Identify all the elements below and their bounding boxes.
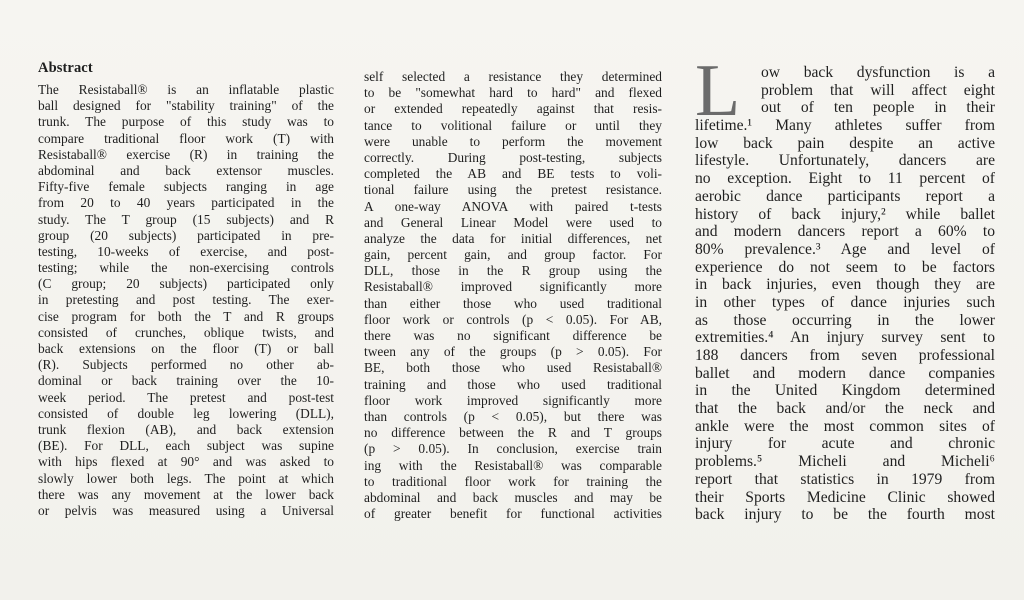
text-line: cise program for both the T and R groups	[38, 308, 334, 324]
text-line: their Sports Medicine Clinic showed	[695, 488, 995, 506]
abstract-text-2	[364, 69, 662, 522]
text-line: analyze the data for initial differences, net	[364, 230, 662, 246]
body-text	[695, 64, 995, 524]
text-line: were unable to perform the movement	[364, 133, 662, 149]
text-line: week period. The pretest and post-test	[38, 389, 334, 405]
text-line: of greater benefit for functional activities	[364, 506, 662, 522]
text-line: report that statistics in 1979 from	[695, 470, 995, 488]
text-line: Resistaball® improved significantly more	[364, 279, 662, 295]
text-line: study. The T group (15 subjects) and R	[38, 211, 334, 227]
text-line: low back pain despite an active	[695, 134, 995, 152]
text-line: problems.⁵ Micheli and Micheli⁶	[695, 453, 995, 471]
text-line: (C group; 20 subjects) participated only	[38, 276, 334, 292]
text-line: as those occurring in the lower	[695, 311, 995, 329]
text-line: BE, both those who used Resistaball®	[364, 360, 662, 376]
body-column	[695, 50, 995, 524]
text-line: extremities.⁴ An injury survey sent to	[695, 329, 995, 347]
text-line: DLL, those in the R group using the	[364, 263, 662, 279]
text-line: correctly. During post-testing, subjects	[364, 149, 662, 165]
text-line: no difference between the R and T groups	[364, 425, 662, 441]
text-line: abdominal and back extensor muscles.	[38, 162, 334, 178]
text-line: tional failure using the pretest resistance.	[364, 182, 662, 198]
abstract-heading: Abstract	[38, 60, 93, 76]
text-line: history of back injury,² while ballet	[695, 205, 995, 223]
text-line: The Resistaball® is an inflatable plastic	[38, 82, 334, 97]
text-line: consisted of crunches, oblique twists, and	[38, 324, 334, 340]
text-line: with hips flexed at 90° and was asked to	[38, 454, 334, 470]
text-line: 80% prevalence.³ Age and level of	[695, 240, 995, 258]
text-line: experience do not seem to be factors	[695, 258, 995, 276]
text-line: self selected a resistance they determined	[364, 69, 662, 84]
text-line: trunk flexion (AB), and back extension	[38, 421, 334, 437]
text-line: in other types of dance injuries such	[695, 293, 995, 311]
text-line: lifestyle. Unfortunately, dancers are	[695, 152, 995, 170]
text-line: testing, 10-weeks of exercise, and post-	[38, 243, 334, 259]
text-line: in pretesting and post testing. The exer-	[38, 292, 334, 308]
text-line: ankle were the most common sites of	[695, 417, 995, 435]
text-line: in the United Kingdom determined	[695, 382, 995, 400]
text-line: slowly lower both legs. The point at which	[38, 470, 334, 486]
text-line: aerobic dance participants report a	[695, 187, 995, 205]
text-line: lifetime.¹ Many athletes suffer from	[695, 117, 995, 135]
text-line: to traditional floor work for training the	[364, 473, 662, 489]
text-line: there was any movement at the lower back	[38, 486, 334, 502]
text-line: (BE). For DLL, each subject was supine	[38, 438, 334, 454]
text-line: floor work or controls (p < 0.05). For AB,	[364, 311, 662, 327]
text-line: Fifty-five female subjects ranging in age	[38, 179, 334, 195]
text-line: ball designed for "stability training" of the	[38, 98, 334, 114]
text-line: dominal or back training over the 10-	[38, 373, 334, 389]
text-line: no exception. Eight to 11 percent of	[695, 170, 995, 188]
text-line: tance to volitional failure or until they	[364, 117, 662, 133]
text-line: than either those who used traditional	[364, 295, 662, 311]
text-line: 188 dancers from seven professional	[695, 347, 995, 364]
text-line: training and those who used traditional	[364, 376, 662, 392]
text-line: compare traditional floor work (T) with	[38, 130, 334, 146]
text-line: testing; while the non-exercising controls	[38, 260, 334, 276]
abstract-text-1	[38, 82, 334, 519]
text-line: back injury to be the fourth most	[695, 506, 995, 524]
text-line: or pelvis was measured using a Universal	[38, 502, 334, 518]
text-line: abdominal and back muscles and may be	[364, 489, 662, 505]
text-line: in back injuries, even though they are	[695, 276, 995, 294]
text-line: injury for acute and chronic	[695, 435, 995, 453]
text-line: back extensions on the floor (T) or ball	[38, 341, 334, 356]
drop-cap: L	[695, 50, 741, 132]
text-line: gain, percent gain, and group factor. For	[364, 247, 662, 263]
text-line: and modern dancers report a 60% to	[695, 223, 995, 241]
text-line: (R). Subjects performed no other ab-	[38, 357, 334, 373]
text-line: floor work improved significantly more	[364, 392, 662, 408]
text-line: out of ten people in their	[761, 99, 995, 117]
text-line: ing with the Resistaball® was comparable	[364, 457, 662, 473]
text-line: Resistaball® exercise (R) in training the	[38, 146, 334, 162]
text-line: from 20 to 40 years participated in the	[38, 195, 334, 211]
text-line: ow back dysfunction is a	[761, 64, 995, 81]
abstract-column-1	[38, 58, 334, 519]
text-line: consisted of double leg lowering (DLL),	[38, 405, 334, 421]
text-line: than controls (p < 0.05), but there was	[364, 408, 662, 424]
text-line: to be "somewhat hard to hard" and flexed	[364, 85, 662, 101]
text-line: (p > 0.05). In conclusion, exercise train	[364, 441, 662, 457]
text-line: that the back and/or the neck and	[695, 400, 995, 418]
text-line: and General Linear Model were used to	[364, 214, 662, 230]
abstract-column-2	[364, 58, 662, 522]
text-line: problem that will affect eight	[761, 81, 995, 99]
text-line: there was no significant difference be	[364, 328, 662, 343]
text-line: or extended repeatedly against that resis-	[364, 101, 662, 117]
text-line: completed the AB and BE tests to voli-	[364, 166, 662, 182]
text-line: A one-way ANOVA with paired t-tests	[364, 198, 662, 214]
text-line: trunk. The purpose of this study was to	[38, 114, 334, 130]
text-line: ballet and modern dance companies	[695, 364, 995, 382]
text-line: group (20 subjects) participated in pre-	[38, 227, 334, 243]
text-line: tween any of the groups (p > 0.05). For	[364, 344, 662, 360]
